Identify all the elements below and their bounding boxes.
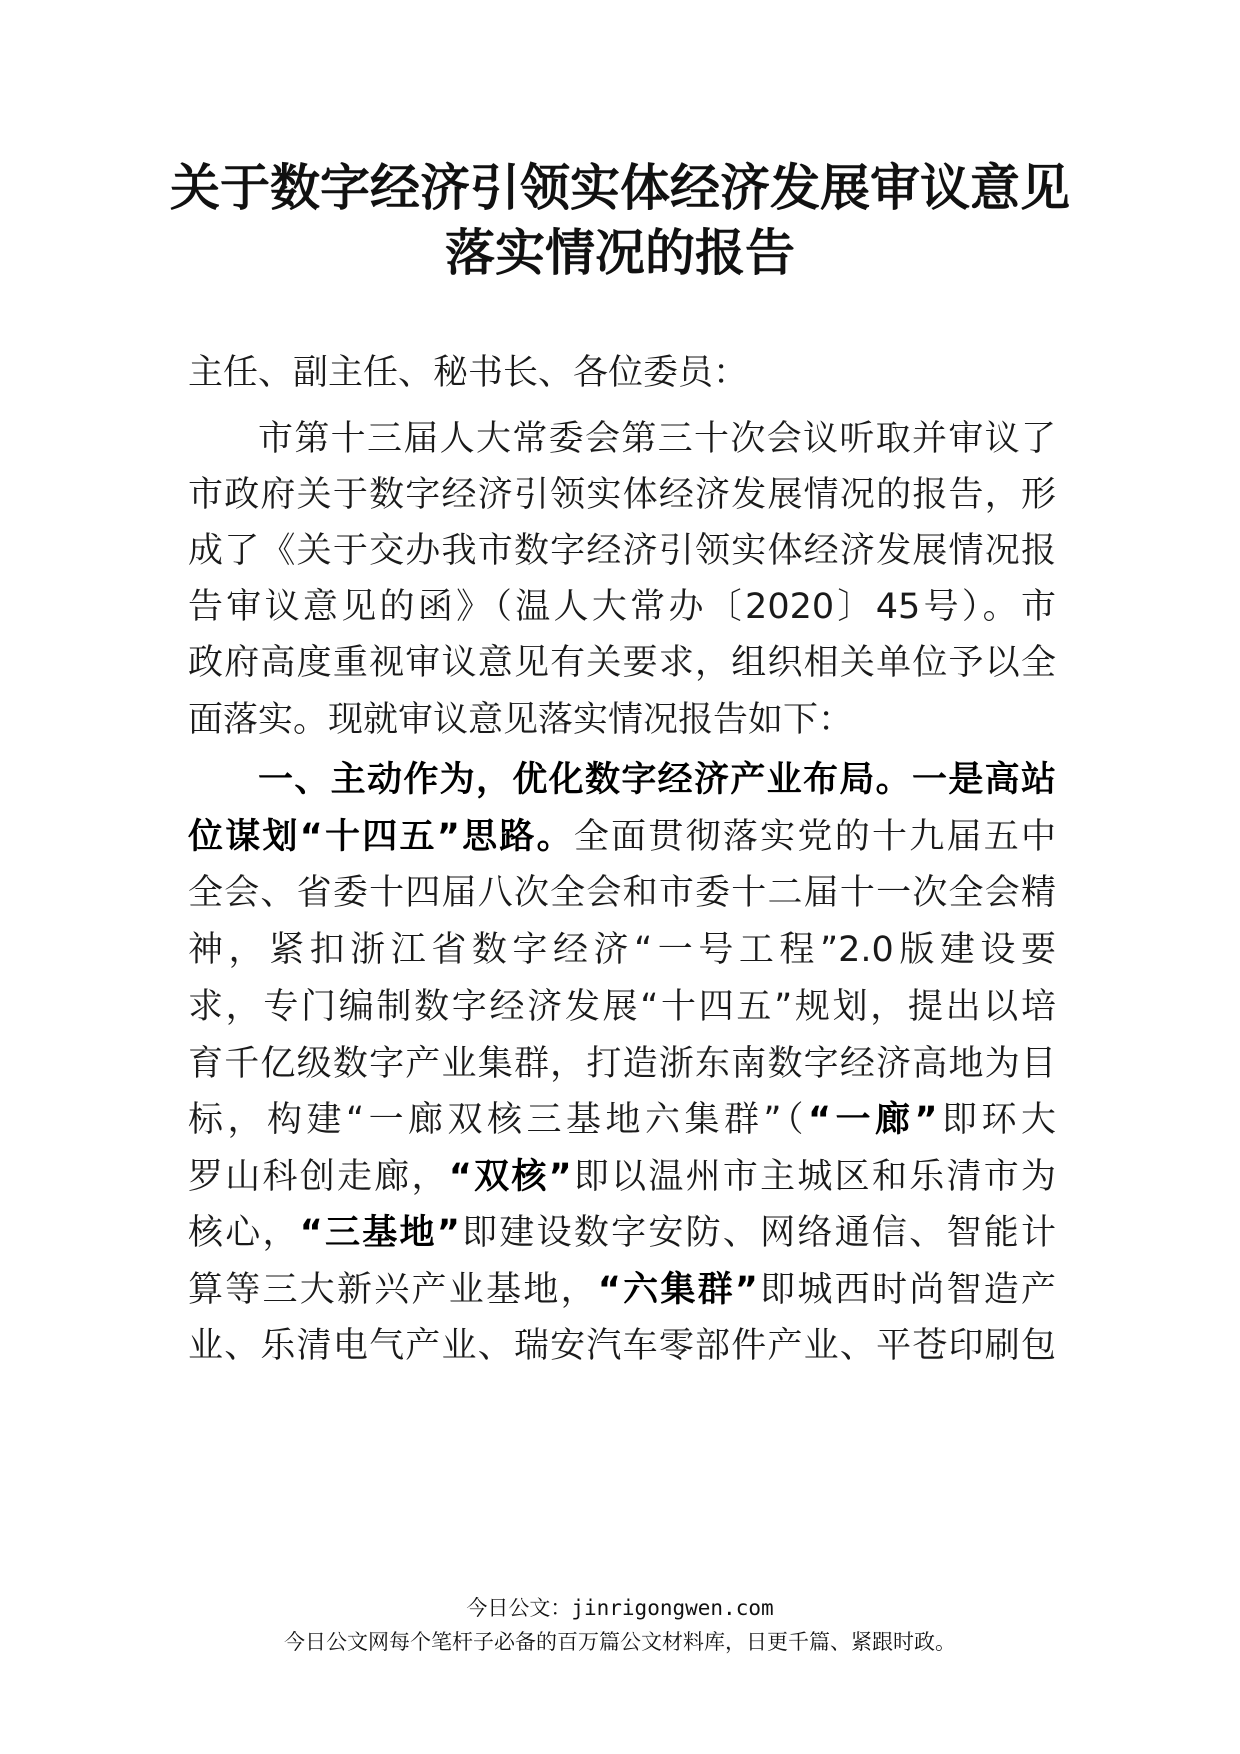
paragraph-2-line-4: 神，紧扣浙江省数字经济“一号工程”2.0版建设要 [188,930,1056,970]
paragraph-1-line-3: 成了《关于交办我市数字经济引领实体经济发展情况报 [188,531,1056,571]
paragraph-2-line-10-post: 即城西时尚智造产 [757,1270,1056,1310]
paragraph-2-line-11: 业、乐清电气产业、瑞安汽车零部件产业、平苍印刷包 [188,1326,1056,1366]
document-title-line-1: 关于数字经济引领实体经济发展审议意见 [170,158,1070,217]
paragraph-2-line-7-post: 即环大 [937,1100,1056,1140]
term-sanjidi: “三基地” [299,1213,460,1253]
paragraph-2-line-2 [188,807,1056,867]
paragraph-2-line-7 [188,1090,1056,1150]
footer-site-link[interactable]: jinrigongwen.com [571,1596,774,1620]
footer-slogan: 今日公文网每个笔杆子必备的百万篇公文材料库，日更千篇、紧跟时政。 [284,1630,956,1654]
paragraph-1-line-6: 面落实。现就审议意见落实情况报告如下： [188,700,854,740]
paragraph-2-line-9-post: 即建设数字安防、网络通信、智能计 [459,1213,1056,1253]
paragraph-2-line-8-pre: 罗山科创走廊， [188,1157,449,1197]
paragraph-2-line-5: 求，专门编制数字经济发展“十四五”规划，提出以培 [188,987,1056,1027]
paragraph-2-line-1 [258,750,1056,810]
term-shuanghe: “双核” [448,1157,572,1197]
document-title-line-2: 落实情况的报告 [445,223,795,282]
paragraph-2-line-10-pre: 算等三大新兴产业基地， [188,1270,598,1310]
paragraph-1-line-4: 告审议意见的函》（温人大常办〔2020〕45号）。市 [188,587,1056,627]
paragraph-1-line-2: 市政府关于数字经济引领实体经济发展情况的报告，形 [188,475,1056,515]
paragraph-2-line-10 [188,1260,1056,1320]
paragraph-2-line-6: 育千亿级数字产业集群，打造浙东南数字经济高地为目 [188,1044,1056,1084]
section-heading-1: 一、主动作为，优化数字经济产业布局。一是高站 [258,760,1056,800]
paragraph-2-line-9 [188,1203,1056,1263]
term-yilang: “一廊” [808,1100,938,1140]
paragraph-2-line-2-text: 全面贯彻落实党的十九届五中 [573,817,1056,857]
paragraph-2-line-8-post: 即以温州市主城区和乐清市为 [571,1157,1056,1197]
paragraph-2-line-7-pre: 标，构建“一廊双核三基地六集群”（ [188,1100,809,1140]
subsection-heading-1: 位谋划“十四五”思路。 [188,817,574,857]
term-liujiqun: “六集群” [597,1270,758,1310]
paragraph-1-line-1: 市第十三届人大常委会第三十次会议听取并审议了 [258,419,1056,459]
salutation: 主任、副主任、秘书长、各位委员： [188,353,749,393]
footer-site-label: 今日公文： [466,1596,572,1620]
footer-site-line [0,1592,1240,1622]
paragraph-2-line-9-pre: 核心， [188,1213,300,1253]
paragraph-2-line-8 [188,1147,1056,1207]
paragraph-1-line-5: 政府高度重视审议意见有关要求，组织相关单位予以全 [188,643,1056,683]
paragraph-2-line-3: 全会、省委十四届八次全会和市委十二届十一次全会精 [188,873,1056,913]
